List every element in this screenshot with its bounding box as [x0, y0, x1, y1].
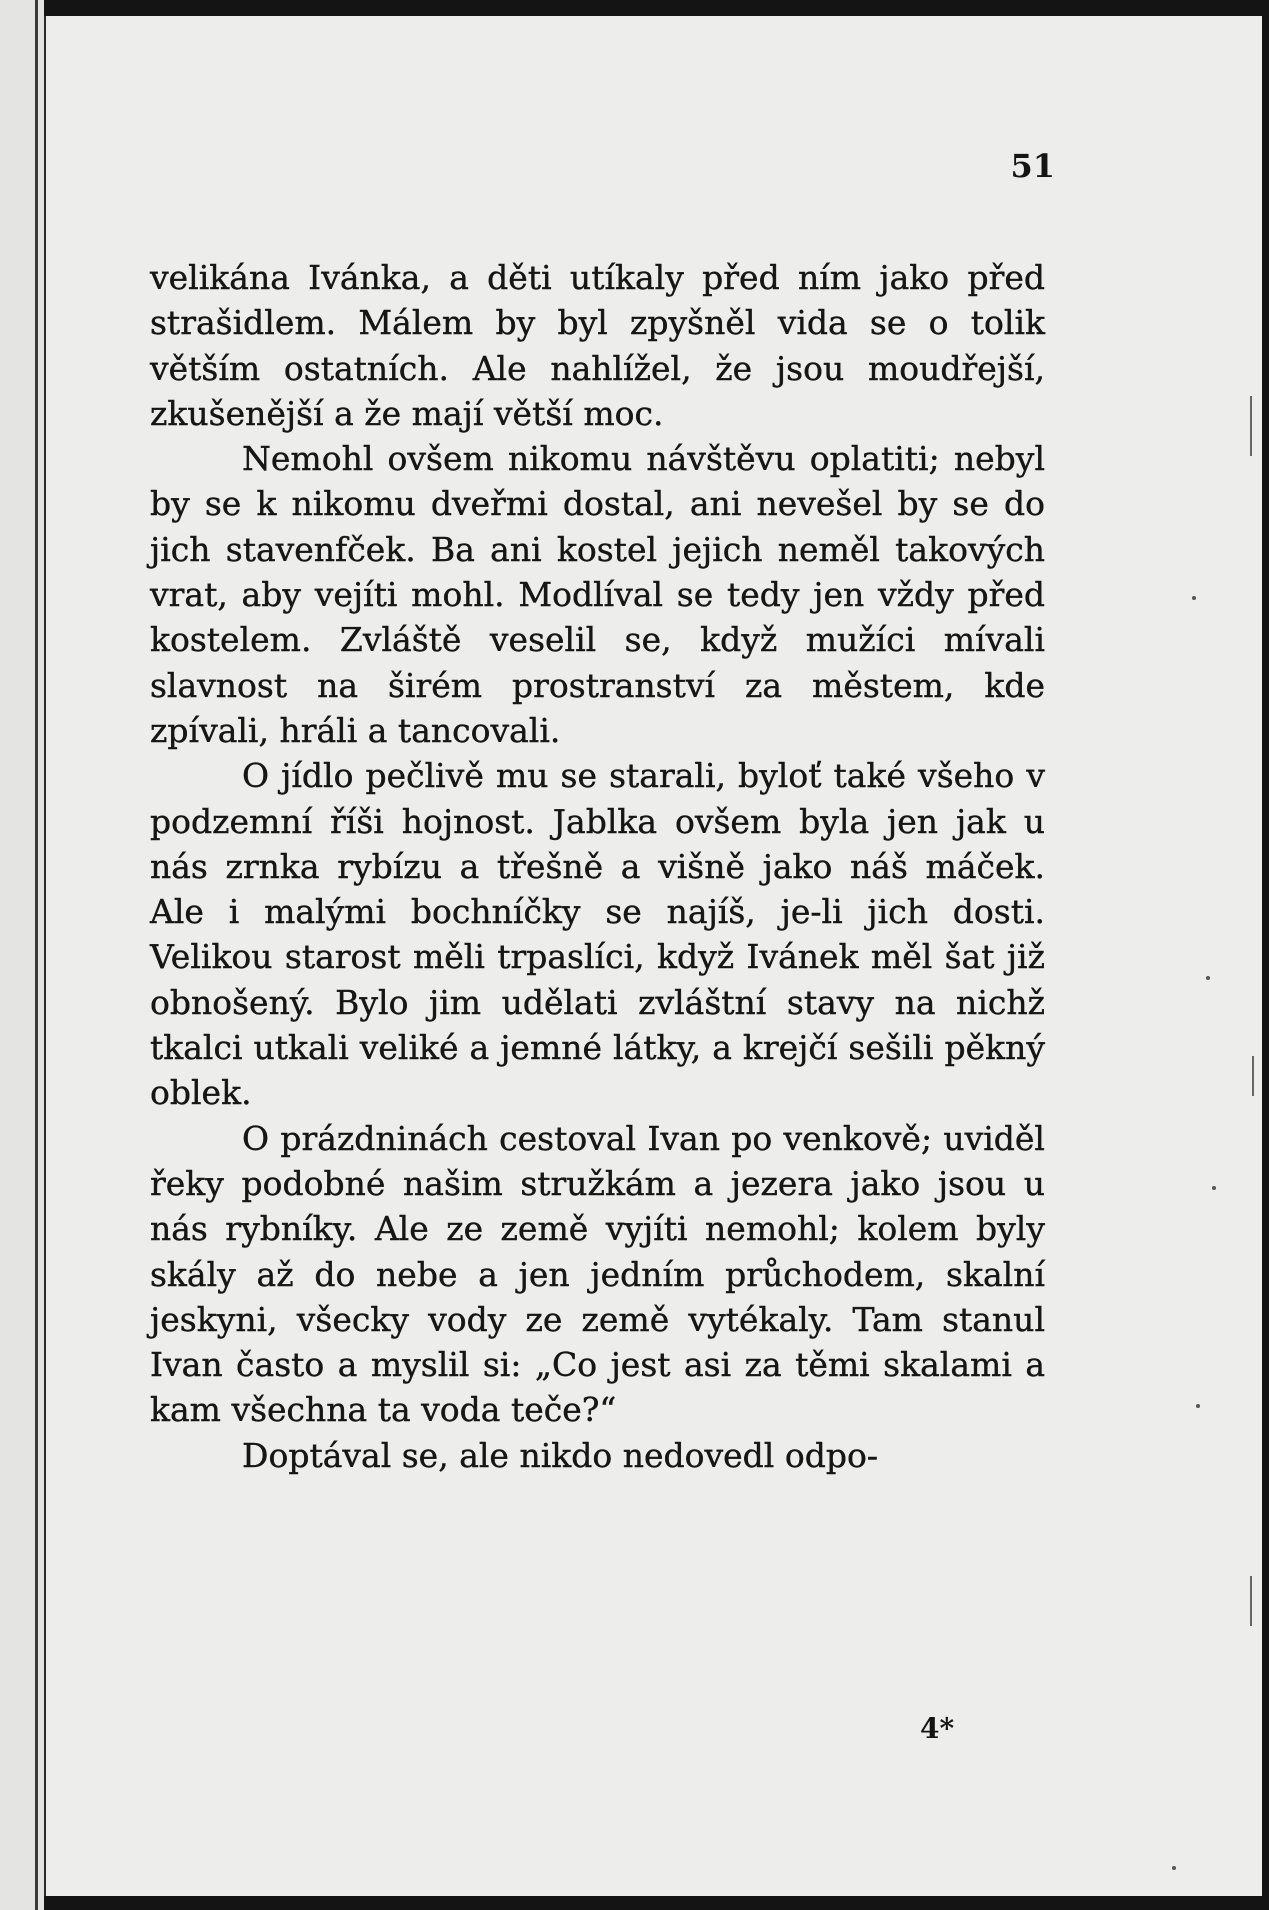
edge-mark — [1252, 1056, 1254, 1096]
edge-mark — [1250, 1576, 1252, 1626]
paragraph: O prázdninách cestoval Ivan po venkově; uviděl řeky podobné našim stružkám a jezera jako jsou u nás rybníky. Ale ze země vyjíti nemohl; kolem byly skály až do nebe a jen jedním průchodem, skalní jeskyni, všecky vody ze země vytékaly. Tam stanul Ivan často a myslil si: „Co jest asi za těmi skalami a kam všechna ta voda teče?“ — [150, 1118, 1045, 1430]
speck — [1206, 976, 1210, 980]
speck — [1212, 1186, 1216, 1190]
paragraph: velikána Ivánka, a děti utíkaly před ním jako před strašidlem. Málem by byl zpyšněl vida se o tolik větším ostatních. Ale nahlížel, že jsou moudřejší, zkušenější a že mají větší moc. — [150, 258, 1045, 433]
body-text — [150, 255, 1045, 1478]
signature-mark: 4* — [920, 1712, 955, 1745]
speck — [1196, 1404, 1200, 1408]
paragraph: Doptával se, ale nikdo nedovedl odpo- — [242, 1435, 878, 1475]
previous-page-edge — [0, 0, 44, 1910]
paragraph: O jídlo pečlivě mu se starali, byloť také všeho v podzemní říši hojnost. Jablka ovšem byla jen jak u nás zrnka rybízu a třešně a višně jako náš máček. Ale i malými bochníčky se najíš, je-li jich dosti. Velikou starost měli trpaslíci, když Ivánek měl šat již obnošený. Bylo jim udělati zvláštní stavy na nichž tkalci utkali veliké a jemné látky, a krejčí sešili pěkný oblek. — [150, 756, 1045, 1113]
paragraph: Nemohl ovšem nikomu návštěvu oplatiti; nebyl by se k nikomu dveřmi dostal, ani nevešel by se do jich stavenfček. Ba ani kostel jejich neměl takových vrat, aby vejíti mohl. Modlíval se tedy jen vždy před kostelem. Zvláště veselil se, když mužíci mívali slavnost na širém prostranství za městem, kde zpívali, hráli a tancovali. — [150, 439, 1045, 750]
page-number: 51 — [1010, 147, 1055, 185]
speck — [1192, 596, 1196, 600]
edge-mark — [1250, 396, 1252, 456]
speck — [1172, 1866, 1176, 1870]
